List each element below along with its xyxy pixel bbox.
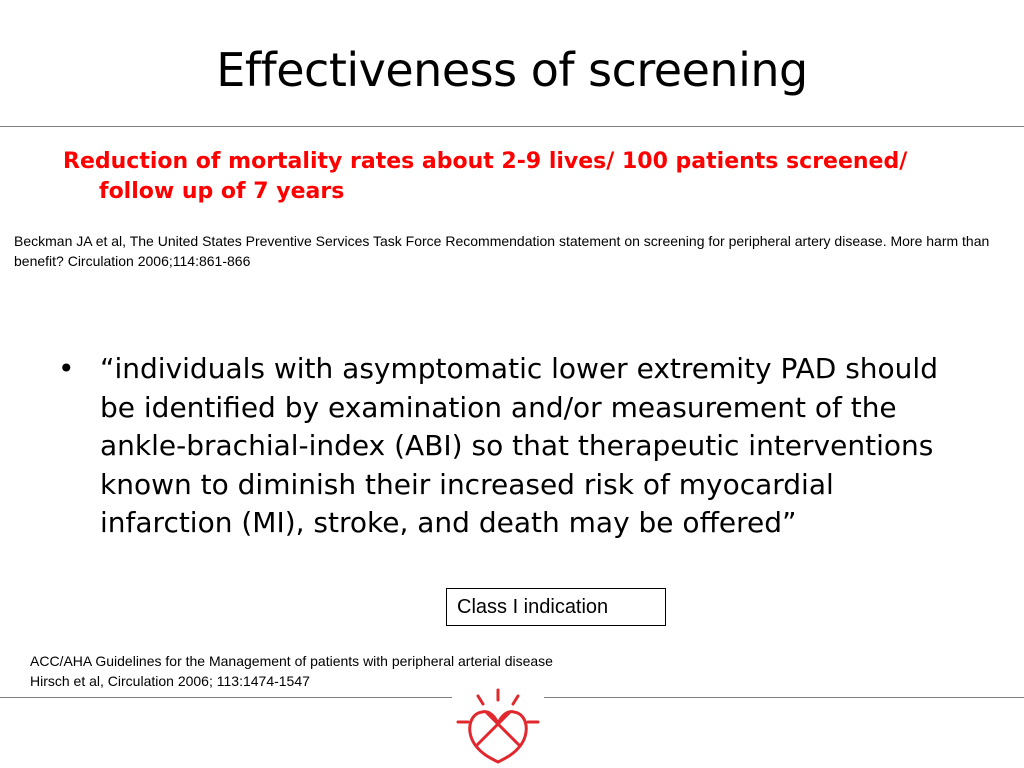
title-divider <box>0 126 1024 127</box>
bullet-list <box>58 350 978 543</box>
reference-acc-aha <box>30 651 730 691</box>
bullet-marker: • <box>58 352 75 385</box>
class-indication-box: Class I indication <box>446 588 666 626</box>
reference-acc-aha-line2: Hirsch et al, Circulation 2006; 113:1474-1547 <box>30 673 310 689</box>
mortality-highlight: Reduction of mortality rates about 2-9 lives/ 100 patients screened/ follow up of 7 years <box>63 149 908 204</box>
guideline-quote: “individuals with asymptomatic lower extremity PAD should be identified by examination and/or measurement of the ankle-brachial-index (ABI) so that therapeutic interventions known to diminish their increased risk of myocardial infarction (MI), stroke, and death may be offered” <box>100 352 938 539</box>
slide-title: Effectiveness of screening <box>216 43 808 97</box>
list-item <box>58 350 978 543</box>
heart-logo-icon-svg <box>452 688 544 768</box>
heart-logo-icon <box>452 688 544 768</box>
reference-acc-aha-line1: ACC/AHA Guidelines for the Management of patients with peripheral arterial disease <box>30 653 553 669</box>
reference-beckman: Beckman JA et al, The United States Preventive Services Task Force Recommendation statement on screening for peripheral artery disease. More harm than benefit? Circulation 2006;114:861-866 <box>14 233 990 269</box>
